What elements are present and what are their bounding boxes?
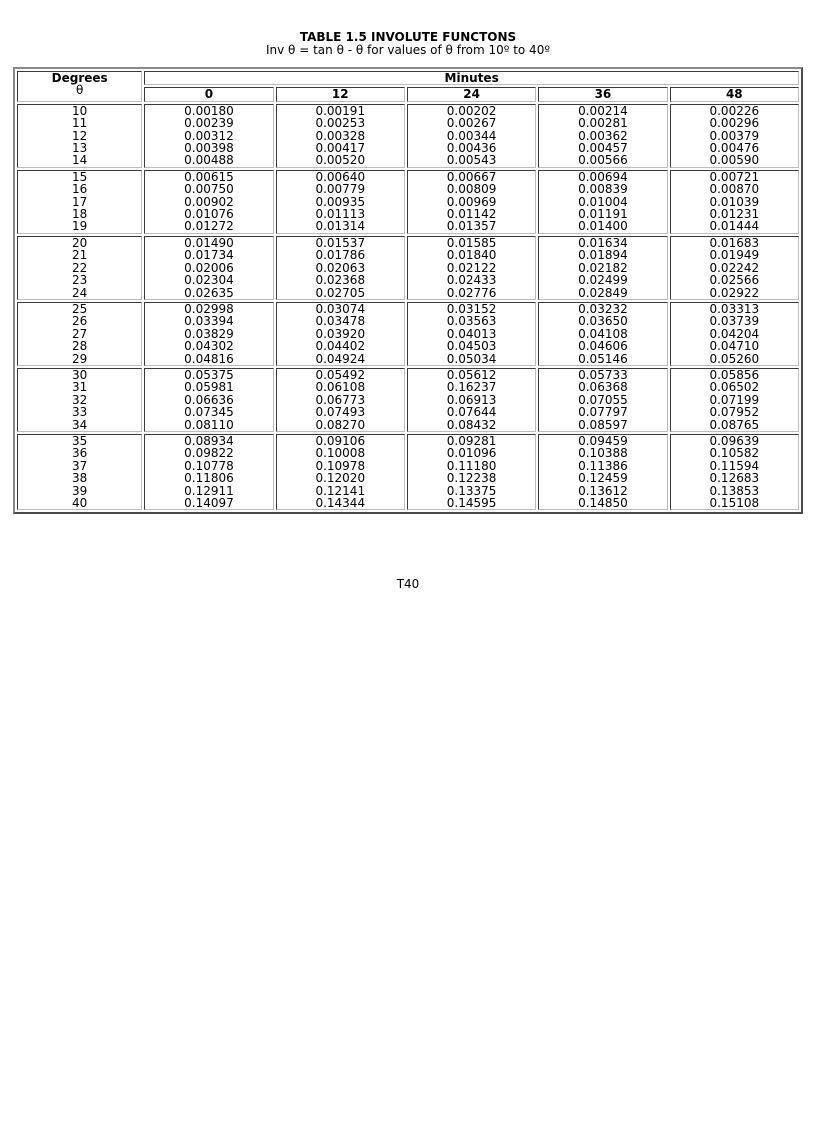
degree-value: 33	[72, 405, 88, 420]
involute-value: 0.00398	[184, 141, 234, 156]
degree-value: 22	[72, 260, 88, 275]
involute-value: 0.04204	[709, 326, 760, 341]
involute-value: 0.08110	[184, 417, 234, 432]
involute-value: 0.05733	[578, 367, 628, 382]
involute-value: 0.00870	[709, 182, 760, 197]
involute-value: 0.00281	[578, 116, 628, 131]
involute-value: 0.05146	[578, 351, 628, 366]
involute-value: 0.00253	[315, 116, 366, 131]
table-subtitle: Inv θ = tan θ - θ for values of θ from 10º to 40º	[266, 43, 550, 57]
involute-value: 0.07199	[709, 392, 760, 407]
involute-value: 0.11386	[578, 458, 628, 473]
involute-value: 0.03313	[709, 301, 760, 316]
involute-value: 0.02566	[709, 273, 760, 288]
involute-value: 0.01894	[578, 248, 628, 263]
table-title: TABLE 1.5 INVOLUTE FUNCTONS	[299, 30, 517, 44]
involute-value: 0.02122	[446, 260, 497, 275]
involute-value: 0.00935	[315, 194, 366, 209]
involute-value-cell	[144, 236, 273, 300]
involute-value: 0.03920	[315, 326, 366, 341]
involute-value: 0.00566	[578, 153, 628, 168]
involute-value: 0.13612	[578, 483, 628, 498]
involute-value: 0.11594	[709, 458, 760, 473]
involute-value: 0.05034	[446, 351, 497, 366]
involute-value: 0.00328	[315, 128, 366, 143]
involute-value: 0.10978	[315, 458, 366, 473]
involute-value: 0.02182	[578, 260, 628, 275]
involute-value-cell	[407, 368, 536, 432]
involute-value: 0.01113	[315, 207, 366, 222]
degrees-header-label: Degrees	[51, 71, 108, 85]
involute-value-cell	[670, 236, 799, 300]
involute-value: 0.01314	[315, 219, 366, 234]
involute-value-cell	[144, 434, 273, 510]
involute-value: 0.06368	[578, 380, 628, 395]
involute-value: 0.02063	[315, 260, 366, 275]
involute-value-cell	[538, 236, 667, 300]
involute-value: 0.00667	[446, 169, 497, 184]
involute-value: 0.03478	[315, 314, 366, 329]
involute-value: 0.00543	[446, 153, 497, 168]
table-row-group	[17, 236, 799, 300]
involute-value: 0.12683	[709, 471, 760, 486]
involute-value: 0.00640	[315, 169, 366, 184]
involute-value: 0.01231	[709, 207, 760, 222]
involute-value: 0.08934	[184, 433, 234, 448]
involute-value: 0.00779	[315, 182, 366, 197]
involute-value: 0.00457	[578, 141, 628, 156]
degree-value: 23	[72, 273, 88, 288]
involute-value: 0.06502	[709, 380, 760, 395]
degree-value: 31	[72, 380, 88, 395]
involute-value: 0.02433	[446, 273, 497, 288]
degrees-header	[17, 71, 142, 102]
involute-value: 0.00750	[184, 182, 234, 197]
degree-value: 16	[72, 182, 88, 197]
involute-value-cell	[407, 104, 536, 168]
involute-value: 0.02006	[184, 260, 234, 275]
involute-value: 0.00239	[184, 116, 234, 131]
table-row-group	[17, 302, 799, 366]
involute-value: 0.01585	[446, 235, 497, 250]
involute-value: 0.00202	[446, 103, 497, 118]
involute-value: 0.10008	[315, 446, 366, 461]
degrees-cell	[17, 368, 142, 432]
involute-value: 0.01490	[184, 235, 234, 250]
minute-column-header: 12	[276, 87, 405, 101]
involute-value: 0.00180	[184, 103, 234, 118]
involute-value: 0.01840	[446, 248, 497, 263]
involute-value-cell	[407, 170, 536, 234]
degree-value: 14	[72, 153, 88, 168]
degrees-cell	[17, 236, 142, 300]
involute-value: 0.08270	[315, 417, 366, 432]
involute-value: 0.06108	[315, 380, 366, 395]
involute-value: 0.00520	[315, 153, 366, 168]
involute-value-cell	[407, 236, 536, 300]
degree-value: 39	[72, 483, 88, 498]
involute-value: 0.00488	[184, 153, 234, 168]
involute-value: 0.00267	[446, 116, 497, 131]
involute-value: 0.05856	[709, 367, 760, 382]
involute-value: 0.09459	[578, 433, 628, 448]
involute-value: 0.13375	[446, 483, 497, 498]
involute-value: 0.00214	[578, 103, 628, 118]
involute-value-cell	[538, 368, 667, 432]
degree-value: 21	[72, 248, 88, 263]
degree-value: 12	[72, 128, 88, 143]
involute-value: 0.01444	[709, 219, 760, 234]
degree-value: 40	[72, 496, 88, 510]
involute-value: 0.00362	[578, 128, 628, 143]
involute-value: 0.02242	[709, 260, 760, 275]
degree-value: 15	[72, 169, 88, 184]
table-header	[17, 71, 799, 102]
involute-value: 0.09639	[709, 433, 760, 448]
involute-value: 0.02368	[315, 273, 366, 288]
degree-value: 10	[72, 103, 88, 118]
minute-column-header: 24	[407, 87, 536, 101]
involute-value: 0.01096	[446, 446, 497, 461]
involute-value: 0.01142	[446, 207, 497, 222]
involute-value: 0.02705	[315, 285, 366, 300]
degree-value: 29	[72, 351, 88, 366]
involute-value: 0.03074	[315, 301, 366, 316]
minutes-header: Minutes	[144, 71, 799, 85]
involute-value: 0.00436	[446, 141, 497, 156]
involute-value: 0.03394	[184, 314, 234, 329]
involute-value: 0.00721	[709, 169, 760, 184]
degree-value: 18	[72, 207, 88, 222]
involute-value: 0.13853	[709, 483, 760, 498]
involute-value: 0.00809	[446, 182, 497, 197]
involute-value: 0.04402	[315, 339, 366, 354]
involute-value: 0.00226	[709, 103, 760, 118]
involute-value: 0.00969	[446, 194, 497, 209]
involute-value: 0.00902	[184, 194, 234, 209]
involute-value: 0.11180	[446, 458, 497, 473]
degree-value: 24	[72, 285, 88, 300]
involute-value: 0.08432	[446, 417, 497, 432]
involute-value: 0.01786	[315, 248, 366, 263]
page-footer: T40	[396, 577, 420, 591]
involute-value: 0.07493	[315, 405, 366, 420]
involute-value-cell	[407, 302, 536, 366]
involute-value: 0.03650	[578, 314, 628, 329]
involute-value-cell	[538, 170, 667, 234]
involute-value: 0.00839	[578, 182, 628, 197]
degree-value: 17	[72, 194, 88, 209]
involute-value: 0.07345	[184, 405, 234, 420]
involute-value: 0.00615	[184, 169, 234, 184]
degree-value: 36	[72, 446, 88, 461]
involute-value: 0.14097	[184, 496, 234, 510]
involute-value: 0.08597	[578, 417, 628, 432]
involute-value: 0.01734	[184, 248, 234, 263]
involute-value: 0.07644	[446, 405, 497, 420]
involute-value: 0.12141	[315, 483, 366, 498]
header-row-minutes	[17, 71, 799, 85]
degree-value: 19	[72, 219, 88, 234]
involute-value-cell	[144, 104, 273, 168]
involute-value: 0.00590	[709, 153, 760, 168]
involute-value-cell	[670, 302, 799, 366]
degree-value: 13	[72, 141, 88, 156]
involute-value: 0.02304	[184, 273, 234, 288]
involute-value: 0.09822	[184, 446, 234, 461]
involute-value: 0.00379	[709, 128, 760, 143]
involute-value: 0.00417	[315, 141, 366, 156]
involute-value: 0.00191	[315, 103, 366, 118]
involute-value: 0.12911	[184, 483, 234, 498]
involute-value: 0.10778	[184, 458, 234, 473]
involute-value: 0.09106	[315, 433, 366, 448]
degree-value: 11	[72, 116, 88, 131]
involute-value: 0.12238	[446, 471, 497, 486]
table-row-group	[17, 368, 799, 432]
involute-value-cell	[670, 170, 799, 234]
involute-value-cell	[144, 170, 273, 234]
minute-column-header: 48	[670, 87, 799, 101]
involute-value: 0.10388	[578, 446, 628, 461]
involute-value-cell	[670, 104, 799, 168]
minute-column-header: 0	[144, 87, 273, 101]
degree-value: 26	[72, 314, 88, 329]
involute-value: 0.04302	[184, 339, 234, 354]
involute-value: 0.09281	[446, 433, 497, 448]
involute-value-cell	[276, 104, 405, 168]
involute-value: 0.05492	[315, 367, 366, 382]
involute-value: 0.14850	[578, 496, 628, 510]
involute-table	[13, 67, 803, 514]
involute-value-cell	[276, 302, 405, 366]
table-body	[17, 104, 799, 511]
involute-value: 0.12459	[578, 471, 628, 486]
involute-value: 0.01537	[315, 235, 366, 250]
involute-value: 0.05612	[446, 367, 497, 382]
degree-value: 32	[72, 392, 88, 407]
involute-value: 0.06913	[446, 392, 497, 407]
involute-value-cell	[144, 368, 273, 432]
involute-value-cell	[538, 302, 667, 366]
degree-value: 20	[72, 235, 88, 250]
involute-value: 0.05375	[184, 367, 234, 382]
involute-value: 0.04013	[446, 326, 497, 341]
involute-table-container	[13, 67, 803, 514]
involute-value: 0.01076	[184, 207, 234, 222]
involute-value: 0.01634	[578, 235, 628, 250]
degree-value: 25	[72, 301, 88, 316]
involute-value: 0.07055	[578, 392, 628, 407]
involute-value: 0.02635	[184, 285, 234, 300]
involute-value-cell	[276, 368, 405, 432]
degrees-cell	[17, 104, 142, 168]
involute-value: 0.03829	[184, 326, 234, 341]
involute-value: 0.14595	[446, 496, 497, 510]
table-row-group	[17, 170, 799, 234]
involute-value: 0.04816	[184, 351, 234, 366]
involute-value-cell	[276, 236, 405, 300]
involute-value-cell	[538, 104, 667, 168]
degree-value: 30	[72, 367, 88, 382]
involute-value: 0.07797	[578, 405, 628, 420]
involute-value: 0.02776	[446, 285, 497, 300]
involute-value: 0.03739	[709, 314, 760, 329]
involute-value: 0.11806	[184, 471, 234, 486]
involute-value: 0.01191	[578, 207, 628, 222]
involute-value: 0.07952	[709, 405, 760, 420]
degree-value: 37	[72, 458, 88, 473]
involute-value: 0.04606	[578, 339, 628, 354]
involute-value: 0.04924	[315, 351, 366, 366]
involute-value-cell	[144, 302, 273, 366]
involute-value: 0.05260	[709, 351, 760, 366]
involute-value: 0.05981	[184, 380, 234, 395]
involute-value: 0.02998	[184, 301, 234, 316]
minute-column-header: 36	[538, 87, 667, 101]
involute-value: 0.01683	[709, 235, 760, 250]
involute-value: 0.00296	[709, 116, 760, 131]
involute-value: 0.04503	[446, 339, 497, 354]
involute-value: 0.01949	[709, 248, 760, 263]
involute-value-cell	[538, 434, 667, 510]
involute-value-cell	[670, 368, 799, 432]
theta-symbol: θ	[75, 83, 84, 98]
involute-value: 0.10582	[709, 446, 760, 461]
degrees-cell	[17, 302, 142, 366]
involute-value-cell	[407, 434, 536, 510]
table-row-group	[17, 434, 799, 510]
degree-value: 28	[72, 339, 88, 354]
involute-value: 0.01039	[709, 194, 760, 209]
degree-value: 35	[72, 433, 88, 448]
degree-value: 38	[72, 471, 88, 486]
degrees-cell	[17, 434, 142, 510]
involute-value: 0.04710	[709, 339, 760, 354]
involute-value: 0.06773	[315, 392, 366, 407]
table-row-group	[17, 104, 799, 168]
involute-value-cell	[276, 170, 405, 234]
involute-value: 0.00344	[446, 128, 497, 143]
involute-value: 0.06636	[184, 392, 234, 407]
involute-value: 0.01400	[578, 219, 628, 234]
involute-value: 0.03232	[578, 301, 628, 316]
involute-value: 0.03563	[446, 314, 497, 329]
involute-value: 0.00476	[709, 141, 760, 156]
involute-value: 0.02499	[578, 273, 628, 288]
involute-value: 0.00694	[578, 169, 628, 184]
involute-value: 0.14344	[315, 496, 366, 510]
degree-value: 34	[72, 417, 88, 432]
involute-value-cell	[670, 434, 799, 510]
degree-value: 27	[72, 326, 88, 341]
involute-value: 0.02849	[578, 285, 628, 300]
degrees-cell	[17, 170, 142, 234]
involute-value: 0.01004	[578, 194, 628, 209]
involute-value: 0.00312	[184, 128, 234, 143]
involute-value: 0.03152	[446, 301, 497, 316]
involute-value: 0.01272	[184, 219, 234, 234]
involute-value: 0.12020	[315, 471, 366, 486]
involute-value: 0.02922	[709, 285, 760, 300]
involute-value: 0.04108	[578, 326, 628, 341]
involute-value: 0.15108	[709, 496, 760, 510]
involute-value-cell	[276, 434, 405, 510]
involute-value: 0.16237	[446, 380, 497, 395]
involute-value: 0.08765	[709, 417, 760, 432]
involute-value: 0.01357	[446, 219, 497, 234]
